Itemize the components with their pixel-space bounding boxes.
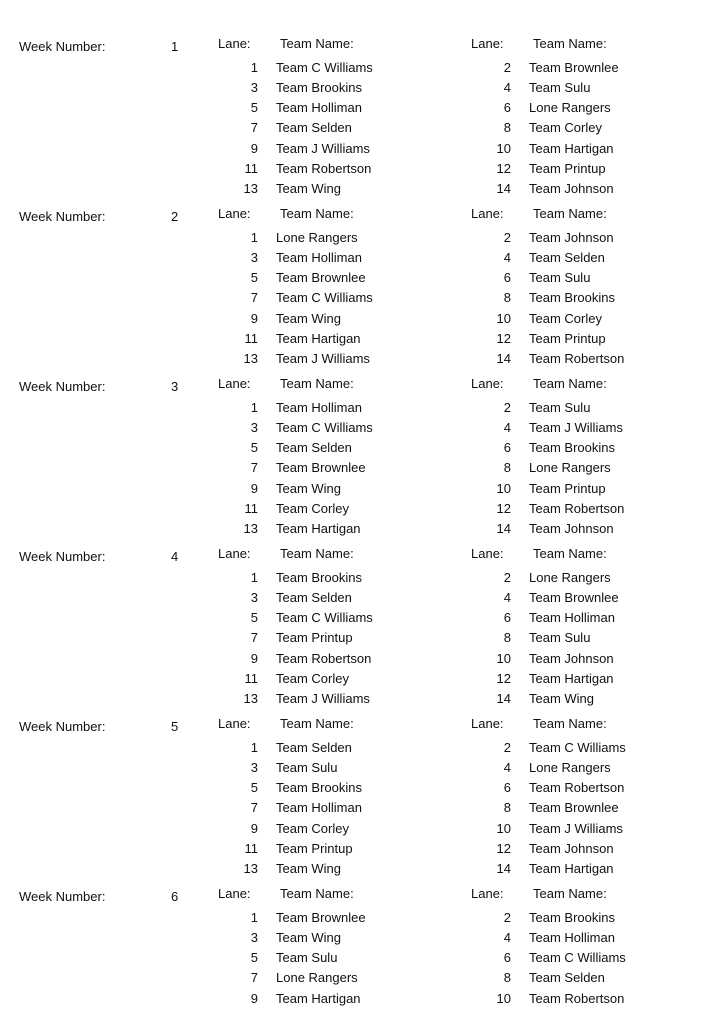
team-name: Team Brownlee xyxy=(529,60,619,75)
lane-number: 14 xyxy=(496,860,511,876)
lane-header: Lane: xyxy=(471,36,504,51)
lane-number: 10 xyxy=(496,140,511,156)
lane-number: 12 xyxy=(496,330,511,346)
team-name: Team Sulu xyxy=(529,270,591,286)
lane-number: 5 xyxy=(250,780,258,796)
team-name: Team Robertson xyxy=(529,350,625,366)
lane-number: 9 xyxy=(250,310,258,326)
lane-number: 13 xyxy=(243,180,258,196)
team-name: Team Wing xyxy=(276,480,342,496)
team-name: Team Brownlee xyxy=(276,910,366,925)
table-row xyxy=(0,230,714,250)
table-row xyxy=(0,440,714,460)
lane-number: 3 xyxy=(250,250,258,266)
team-name: Team Sulu xyxy=(529,80,591,96)
lane-header: Lane: xyxy=(218,546,251,561)
lane-number: 4 xyxy=(503,250,511,266)
lane-number: 1 xyxy=(250,740,258,755)
lane-number: 4 xyxy=(503,930,511,946)
team-name: Team Brownlee xyxy=(276,460,366,476)
team-name: Lone Rangers xyxy=(529,460,611,476)
team-name: Team C Williams xyxy=(276,610,373,626)
lane-number: 11 xyxy=(244,670,258,686)
table-row xyxy=(0,351,714,371)
team-name: Team C Williams xyxy=(276,60,373,75)
lane-number: 2 xyxy=(503,400,511,415)
table-row xyxy=(0,100,714,120)
team-name: Team Wing xyxy=(276,310,342,326)
lane-number: 6 xyxy=(503,950,511,966)
team-name: Team Hartigan xyxy=(529,860,614,876)
team-name: Team Brookins xyxy=(529,290,615,306)
team-name: Team Corley xyxy=(276,670,349,686)
table-row xyxy=(0,311,714,331)
lane-number: 2 xyxy=(503,570,511,585)
team-name-header: Team Name: xyxy=(533,36,607,51)
lane-number: 10 xyxy=(496,990,511,1006)
lane-number: 2 xyxy=(503,740,511,755)
lane-number: 9 xyxy=(250,480,258,496)
week-number-label: Week Number: xyxy=(19,889,106,904)
week-number-label: Week Number: xyxy=(19,209,106,224)
lane-number: 12 xyxy=(496,840,511,856)
lane-number: 7 xyxy=(250,970,258,986)
team-name: Team C Williams xyxy=(529,950,626,966)
team-name: Team Corley xyxy=(276,820,349,836)
team-name: Team Selden xyxy=(276,440,352,456)
lane-number: 9 xyxy=(250,140,258,156)
team-name: Team Printup xyxy=(529,330,606,346)
week-number-label: Week Number: xyxy=(19,39,106,54)
lane-number: 3 xyxy=(250,590,258,606)
team-name: Team Robertson xyxy=(529,500,625,516)
team-name: Team Selden xyxy=(276,590,352,606)
lane-number: 4 xyxy=(503,420,511,436)
team-name: Team Brookins xyxy=(276,570,362,585)
team-name: Lone Rangers xyxy=(529,100,611,116)
lane-number: 1 xyxy=(250,910,258,925)
team-name: Team Sulu xyxy=(276,760,338,776)
team-name: Team Holliman xyxy=(276,100,362,116)
team-name: Team Brownlee xyxy=(276,270,366,286)
team-name: Team Wing xyxy=(529,690,595,706)
lane-number: 6 xyxy=(503,440,511,456)
week-number-label: Week Number: xyxy=(19,719,106,734)
table-row xyxy=(0,861,714,881)
table-row xyxy=(0,841,714,861)
week-number-value: 3 xyxy=(171,379,179,394)
lane-number: 8 xyxy=(503,120,511,136)
lane-number: 10 xyxy=(496,310,511,326)
week-number-value: 1 xyxy=(171,39,179,54)
team-name: Team Sulu xyxy=(529,400,591,415)
team-name: Team Selden xyxy=(529,970,605,986)
lane-number: 8 xyxy=(503,290,511,306)
week-number-value: 4 xyxy=(171,549,179,564)
team-name: Team Sulu xyxy=(276,950,338,966)
team-name: Team Selden xyxy=(276,120,352,136)
lane-number: 7 xyxy=(250,120,258,136)
lane-number: 1 xyxy=(250,570,258,585)
team-name: Team Printup xyxy=(276,840,353,856)
team-name: Lone Rangers xyxy=(276,230,358,245)
week-number-value: 5 xyxy=(171,719,179,734)
team-name: Team Printup xyxy=(529,480,606,496)
table-row xyxy=(0,590,714,610)
table-row xyxy=(0,400,714,420)
lane-number: 12 xyxy=(496,500,511,516)
team-name: Lone Rangers xyxy=(276,970,358,986)
lane-number: 7 xyxy=(250,630,258,646)
lane-number: 12 xyxy=(496,670,511,686)
table-row xyxy=(0,270,714,290)
team-name: Team Holliman xyxy=(529,930,615,946)
week-number-value: 6 xyxy=(171,889,179,904)
team-name: Team Robertson xyxy=(276,160,372,176)
table-row xyxy=(0,250,714,270)
lane-number: 7 xyxy=(250,290,258,306)
lane-number: 14 xyxy=(496,690,511,706)
team-name: Team Printup xyxy=(276,630,353,646)
lane-number: 1 xyxy=(250,400,258,415)
table-row xyxy=(0,420,714,440)
lane-number: 4 xyxy=(503,590,511,606)
table-row xyxy=(0,740,714,760)
lane-header: Lane: xyxy=(471,886,504,901)
lane-number: 4 xyxy=(503,760,511,776)
team-name: Team Brownlee xyxy=(529,590,619,606)
lane-header: Lane: xyxy=(471,716,504,731)
lane-header: Lane: xyxy=(471,546,504,561)
team-name: Team C Williams xyxy=(276,420,373,436)
table-row xyxy=(0,991,714,1011)
table-row xyxy=(0,910,714,930)
lane-number: 3 xyxy=(250,80,258,96)
team-name-header: Team Name: xyxy=(533,376,607,391)
table-row xyxy=(0,691,714,711)
team-name-header: Team Name: xyxy=(533,206,607,221)
team-name: Team Brookins xyxy=(529,910,615,925)
lane-number: 5 xyxy=(250,270,258,286)
lane-number: 11 xyxy=(244,840,258,856)
lane-header: Lane: xyxy=(218,376,251,391)
table-row xyxy=(0,60,714,80)
lane-header: Lane: xyxy=(218,716,251,731)
team-name-header: Team Name: xyxy=(280,716,354,731)
lane-number: 4 xyxy=(503,80,511,96)
table-row xyxy=(0,570,714,590)
table-row xyxy=(0,141,714,161)
week-number-value: 2 xyxy=(171,209,179,224)
team-name: Team Selden xyxy=(529,250,605,266)
lane-number: 9 xyxy=(250,650,258,666)
table-row xyxy=(0,930,714,950)
lane-number: 1 xyxy=(250,60,258,75)
lane-number: 13 xyxy=(243,350,258,366)
team-name: Team Johnson xyxy=(529,230,614,245)
table-row xyxy=(0,671,714,691)
lane-number: 10 xyxy=(496,650,511,666)
team-name-header: Team Name: xyxy=(533,716,607,731)
team-name: Team Robertson xyxy=(276,650,372,666)
lane-number: 6 xyxy=(503,610,511,626)
team-name: Team Wing xyxy=(276,180,342,196)
table-row xyxy=(0,460,714,480)
team-name: Team Brookins xyxy=(276,80,362,96)
table-row xyxy=(0,501,714,521)
lane-number: 5 xyxy=(250,440,258,456)
lane-number: 13 xyxy=(243,690,258,706)
team-name: Lone Rangers xyxy=(529,760,611,776)
team-name-header: Team Name: xyxy=(533,886,607,901)
team-name: Team Holliman xyxy=(529,610,615,626)
lane-number: 7 xyxy=(250,800,258,816)
lane-number: 1 xyxy=(250,230,258,245)
team-name: Team Brownlee xyxy=(529,800,619,816)
team-name: Team J Williams xyxy=(276,690,370,706)
team-name: Team Johnson xyxy=(529,520,614,536)
table-row xyxy=(0,610,714,630)
team-name: Team Johnson xyxy=(529,840,614,856)
lane-number: 6 xyxy=(503,780,511,796)
lane-number: 9 xyxy=(250,820,258,836)
team-name: Team J Williams xyxy=(276,350,370,366)
lane-number: 3 xyxy=(250,930,258,946)
team-name: Team Hartigan xyxy=(276,330,361,346)
team-name: Team Corley xyxy=(529,120,602,136)
lane-header: Lane: xyxy=(218,886,251,901)
lane-number: 12 xyxy=(496,160,511,176)
team-name: Team J Williams xyxy=(529,820,623,836)
team-name: Team Hartigan xyxy=(276,990,361,1006)
table-row xyxy=(0,970,714,990)
team-name: Team Printup xyxy=(529,160,606,176)
team-name: Team C Williams xyxy=(529,740,626,755)
team-name: Team Brookins xyxy=(276,780,362,796)
table-row xyxy=(0,651,714,671)
lane-number: 7 xyxy=(250,460,258,476)
team-name: Team Robertson xyxy=(529,990,625,1006)
lane-number: 2 xyxy=(503,910,511,925)
team-name: Team Hartigan xyxy=(529,140,614,156)
team-name: Lone Rangers xyxy=(529,570,611,585)
team-name: Team Sulu xyxy=(529,630,591,646)
lane-number: 14 xyxy=(496,520,511,536)
team-name: Team Johnson xyxy=(529,180,614,196)
team-name: Team Johnson xyxy=(529,650,614,666)
team-name: Team Robertson xyxy=(529,780,625,796)
lane-number: 5 xyxy=(250,100,258,116)
team-name: Team Holliman xyxy=(276,400,362,415)
table-row xyxy=(0,630,714,650)
team-name: Team Holliman xyxy=(276,800,362,816)
lane-number: 5 xyxy=(250,950,258,966)
team-name-header: Team Name: xyxy=(533,546,607,561)
lane-number: 8 xyxy=(503,970,511,986)
lane-number: 11 xyxy=(244,330,258,346)
team-name: Team Wing xyxy=(276,930,342,946)
table-row xyxy=(0,181,714,201)
team-name-header: Team Name: xyxy=(280,376,354,391)
team-name: Team Brookins xyxy=(529,440,615,456)
lane-number: 8 xyxy=(503,460,511,476)
table-row xyxy=(0,120,714,140)
team-name-header: Team Name: xyxy=(280,546,354,561)
lane-number: 13 xyxy=(243,860,258,876)
team-name: Team J Williams xyxy=(276,140,370,156)
table-row xyxy=(0,800,714,820)
lane-number: 10 xyxy=(496,480,511,496)
lane-number: 2 xyxy=(503,60,511,75)
team-name: Team Holliman xyxy=(276,250,362,266)
lane-number: 14 xyxy=(496,350,511,366)
team-name: Team C Williams xyxy=(276,290,373,306)
team-name: Team Hartigan xyxy=(529,670,614,686)
lane-number: 6 xyxy=(503,270,511,286)
table-row xyxy=(0,821,714,841)
table-row xyxy=(0,760,714,780)
lane-number: 9 xyxy=(250,990,258,1006)
table-row xyxy=(0,521,714,541)
lane-number: 11 xyxy=(244,160,258,176)
lane-header: Lane: xyxy=(471,376,504,391)
lane-number: 8 xyxy=(503,800,511,816)
team-name: Team Wing xyxy=(276,860,342,876)
table-row xyxy=(0,780,714,800)
team-name: Team J Williams xyxy=(529,420,623,436)
lane-number: 14 xyxy=(496,180,511,196)
table-row xyxy=(0,80,714,100)
team-name: Team Corley xyxy=(529,310,602,326)
lane-number: 8 xyxy=(503,630,511,646)
week-number-label: Week Number: xyxy=(19,549,106,564)
team-name: Team Selden xyxy=(276,740,352,755)
team-name: Team Hartigan xyxy=(276,520,361,536)
table-row xyxy=(0,331,714,351)
lane-header: Lane: xyxy=(218,36,251,51)
team-name-header: Team Name: xyxy=(280,36,354,51)
lane-number: 5 xyxy=(250,610,258,626)
table-row xyxy=(0,290,714,310)
team-name-header: Team Name: xyxy=(280,886,354,901)
lane-number: 2 xyxy=(503,230,511,245)
week-number-label: Week Number: xyxy=(19,379,106,394)
lane-number: 3 xyxy=(250,420,258,436)
lane-number: 10 xyxy=(496,820,511,836)
team-name: Team Corley xyxy=(276,500,349,516)
table-row xyxy=(0,161,714,181)
team-name-header: Team Name: xyxy=(280,206,354,221)
lane-number: 11 xyxy=(244,500,258,516)
lane-number: 6 xyxy=(503,100,511,116)
lane-number: 13 xyxy=(243,520,258,536)
table-row xyxy=(0,481,714,501)
lane-number: 3 xyxy=(250,760,258,776)
table-row xyxy=(0,950,714,970)
lane-header: Lane: xyxy=(471,206,504,221)
lane-header: Lane: xyxy=(218,206,251,221)
